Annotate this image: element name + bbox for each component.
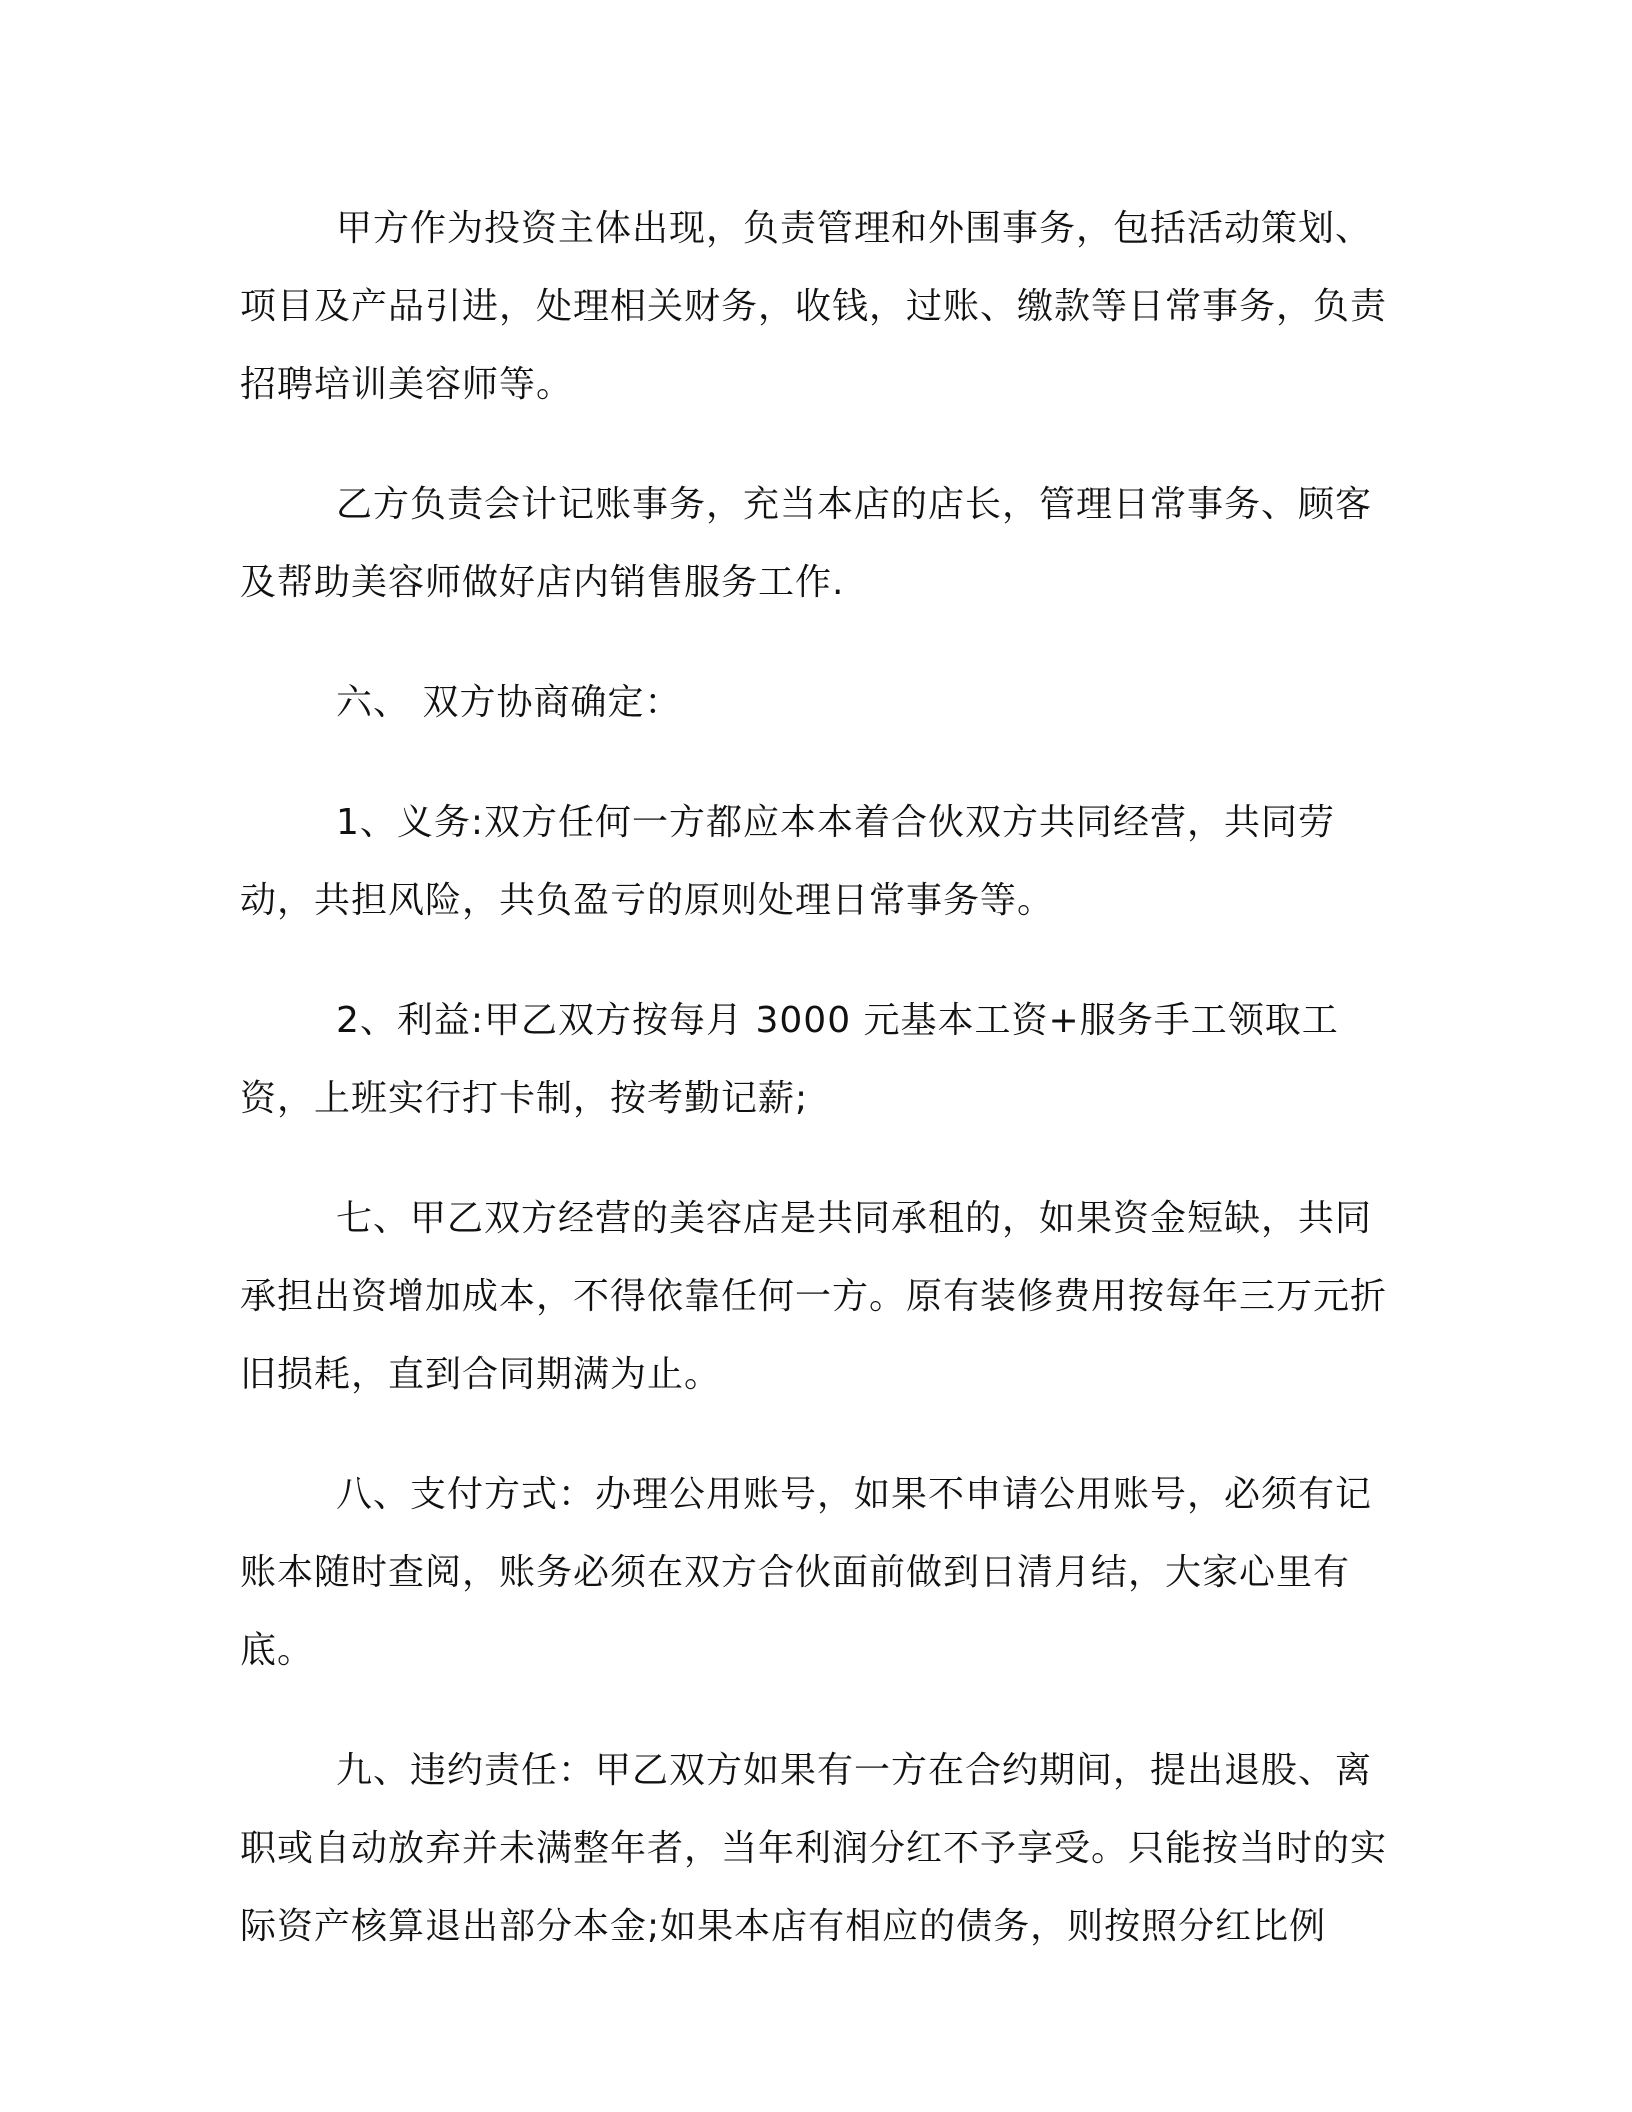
paragraph-party-b-duties: 乙方负责会计记账事务，充当本店的店长，管理日常事务、顾客及帮助美容师做好店内销售服务工作. (240, 484, 1373, 603)
paragraph-benefits: 2、利益:甲乙双方按每月 3000 元基本工资+服务手工领取工资，上班实行打卡制，按考勤记薪; (240, 1000, 1339, 1119)
paragraph-party-a-duties: 甲方作为投资主体出现，负责管理和外围事务，包括活动策划、项目及产品引进，处理相关财务，收钱，过账、缴款等日常事务，负责招聘培训美容师等。 (240, 208, 1388, 405)
document-body (240, 190, 1400, 2008)
section-seven-lease: 七、甲乙双方经营的美容店是共同承租的，如果资金短缺，共同承担出资增加成本，不得依靠任何一方。原有装修费用按每年三万元折旧损耗，直到合同期满为止。 (240, 1198, 1388, 1395)
paragraph-obligations: 1、义务:双方任何一方都应本本着合伙双方共同经营，共同劳动，共担风险，共负盈亏的原则处理日常事务等。 (240, 802, 1336, 921)
section-heading-six: 六、 双方协商确定： (336, 682, 682, 723)
section-eight-payment: 八、支付方式：办理公用账号，如果不申请公用账号，必须有记账本随时查阅，账务必须在双方合伙面前做到日清月结，大家心里有底。 (240, 1474, 1373, 1671)
section-nine-liability: 九、违约责任：甲乙双方如果有一方在合约期间，提出退股、离职或自动放弃并未满整年者，当年利润分红不予享受。只能按当时的实际资产核算退出部分本金;如果本店有相应的债务，则按照分红比例 (240, 1750, 1388, 1947)
